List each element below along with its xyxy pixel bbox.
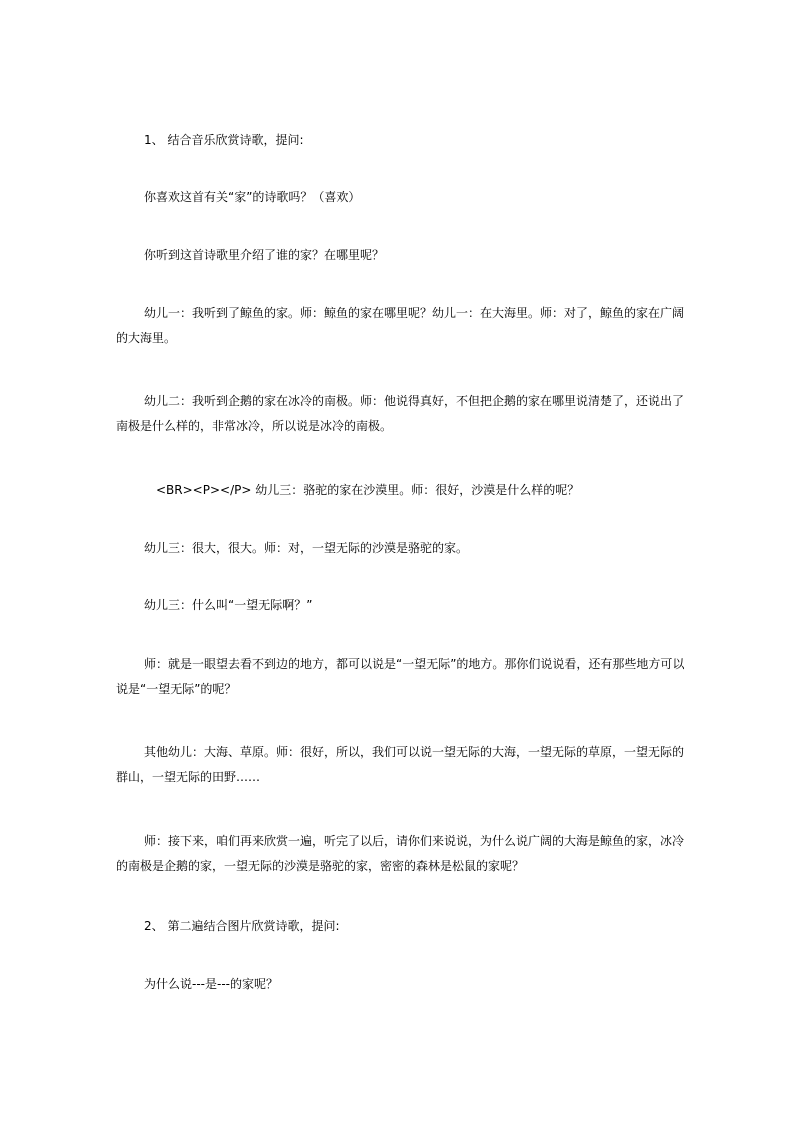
paragraph-child-one bbox=[116, 301, 686, 351]
paragraph-other-children bbox=[116, 740, 686, 790]
paragraph-text: 1、 结合音乐欣赏诗歌，提问: bbox=[144, 133, 304, 147]
paragraph-text: 幼儿三：什么叫“一望无际啊？” bbox=[144, 598, 313, 612]
paragraph-child-three-desert bbox=[116, 536, 686, 561]
paragraph-text: 幼儿一：我听到了鲸鱼的家。师：鲸鱼的家在哪里呢？幼儿一：在大海里。师：对了，鲸鱼的家在广阔的大海里。 bbox=[116, 306, 685, 345]
paragraph-text: <BR><P></P> 幼儿三：骆驼的家在沙漠里。师：很好，沙漠是什么样的呢？ bbox=[156, 483, 580, 497]
paragraph-teacher-next bbox=[116, 829, 686, 879]
paragraph-heading-2 bbox=[116, 914, 686, 939]
paragraph-text: 幼儿二：我听到企鹅的家在冰冷的南极。师：他说得真好，不但把企鹅的家在哪里说清楚了，还说出了南极是什么样的，非常冰冷，所以说是冰冷的南极。 bbox=[116, 394, 685, 433]
paragraph-child-two bbox=[116, 389, 686, 439]
paragraph-child-three-question bbox=[116, 593, 686, 618]
paragraph-text: 幼儿三：很大，很大。师：对，一望无际的沙漠是骆驼的家。 bbox=[144, 541, 469, 555]
paragraph-child-three-camel bbox=[116, 478, 686, 503]
paragraph-question-like bbox=[116, 185, 686, 210]
paragraph-question-why bbox=[116, 972, 686, 997]
paragraph-text: 其他幼儿：大海、草原。师：很好，所以，我们可以说一望无际的大海，一望无际的草原，一望无际的群山，一望无际的田野…… bbox=[116, 745, 685, 784]
paragraph-text: 为什么说---是---的家呢？ bbox=[144, 977, 278, 991]
paragraph-text: 师：接下来，咱们再来欣赏一遍，听完了以后，请你们来说说，为什么说广阔的大海是鲸鱼的家，冰冷的南极是企鹅的家，一望无际的沙漠是骆驼的家，密密的森林是松鼠的家呢？ bbox=[116, 834, 685, 873]
paragraph-text: 师：就是一眼望去看不到边的地方，都可以说是“一望无际”的地方。那你们说说看，还有那些地方可以说是“一望无际”的呢？ bbox=[116, 657, 685, 696]
paragraph-text: 你喜欢这首有关“家”的诗歌吗？（喜欢） bbox=[144, 190, 361, 204]
paragraph-teacher-explain bbox=[116, 652, 686, 702]
paragraph-question-whose-home bbox=[116, 243, 686, 268]
paragraph-text: 你听到这首诗歌里介绍了谁的家？在哪里呢？ bbox=[144, 248, 385, 262]
paragraph-heading-1 bbox=[116, 128, 686, 153]
paragraph-text: 2、 第二遍结合图片欣赏诗歌，提问: bbox=[144, 919, 340, 933]
